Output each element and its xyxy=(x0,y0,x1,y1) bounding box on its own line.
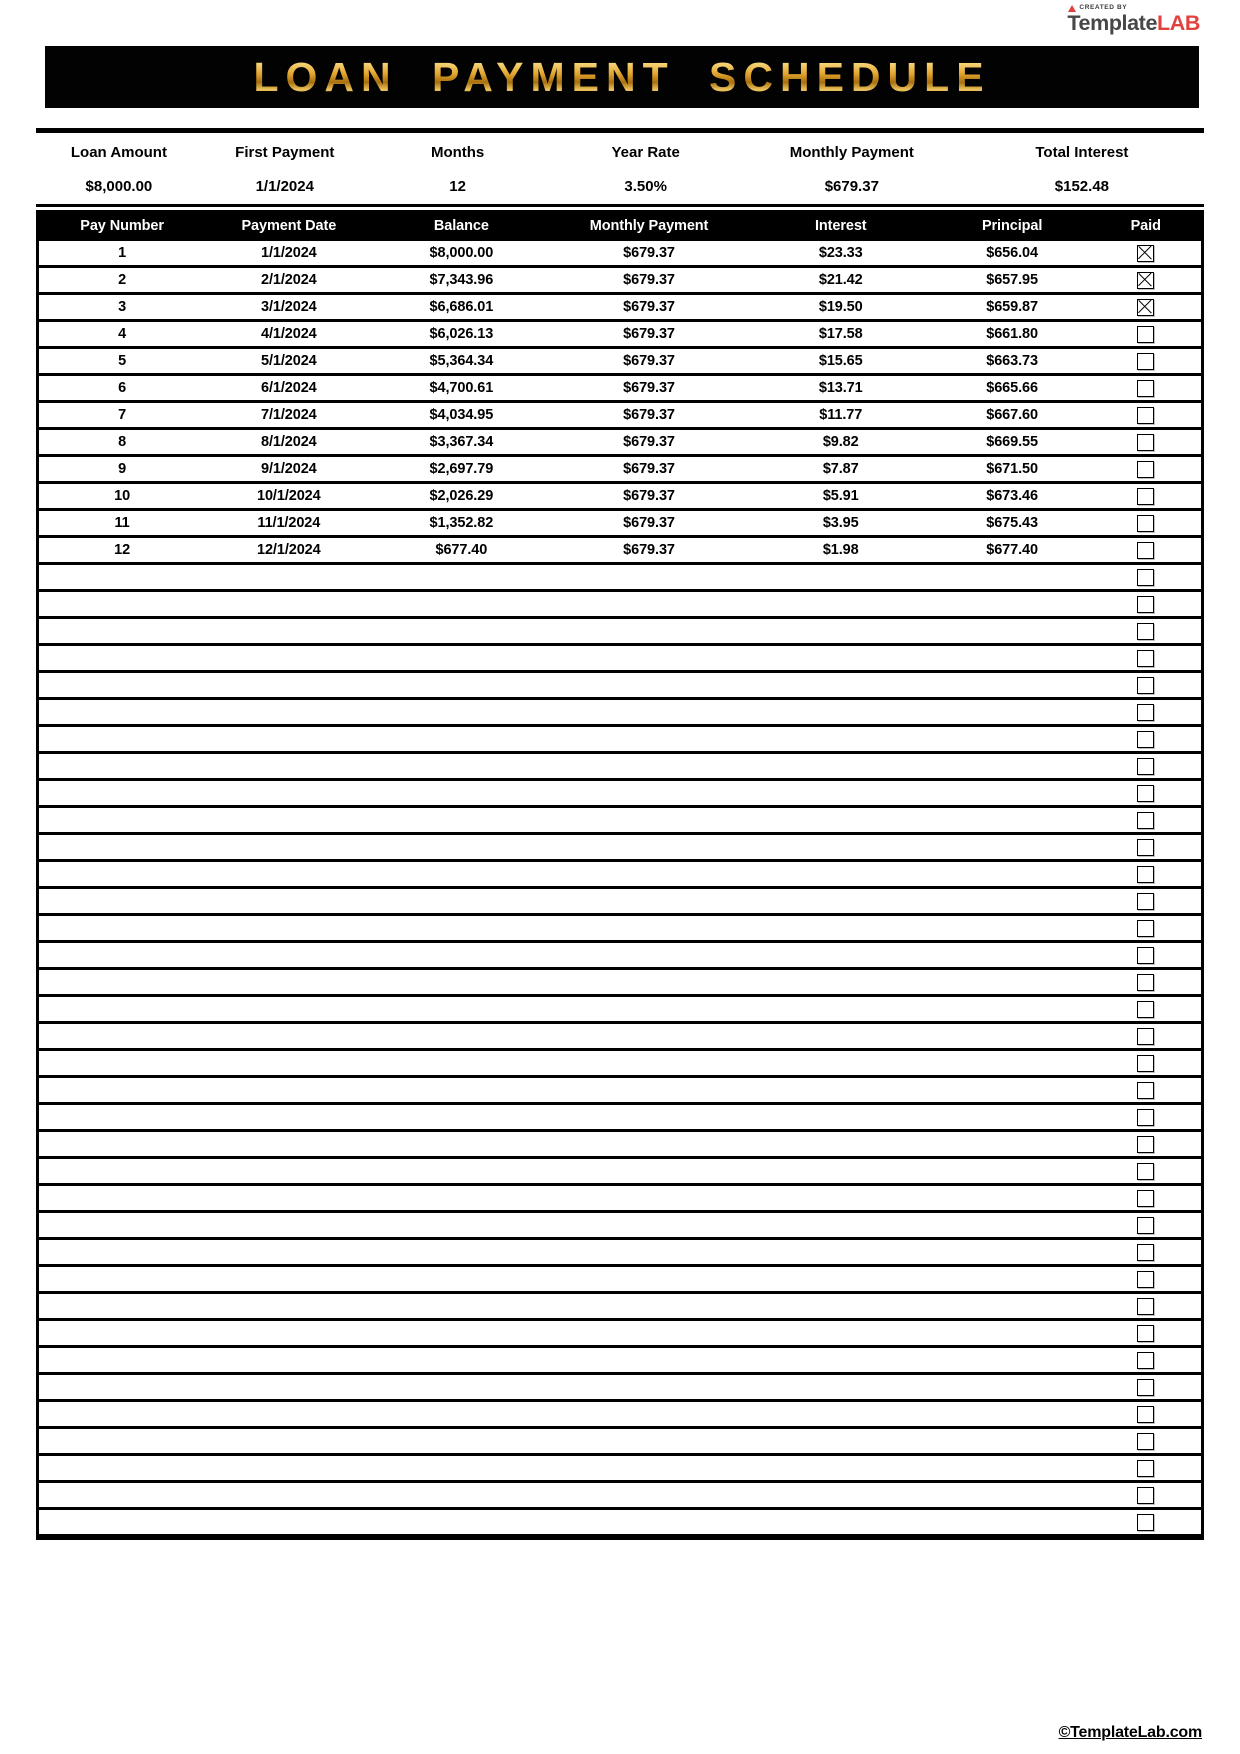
empty-table-row xyxy=(39,1456,1201,1483)
summary-value-year-rate: 3.50% xyxy=(624,178,667,195)
paid-checkbox[interactable] xyxy=(1137,920,1154,937)
cell-payment-date: 3/1/2024 xyxy=(260,299,317,315)
cell-interest: $13.71 xyxy=(818,380,863,396)
paid-checkbox[interactable] xyxy=(1137,785,1154,802)
cell-monthly-payment: $679.37 xyxy=(623,434,675,450)
table-row xyxy=(39,268,1201,295)
paid-checkbox[interactable] xyxy=(1137,353,1154,370)
cell-balance: $677.40 xyxy=(435,542,488,558)
paid-checkbox[interactable] xyxy=(1137,758,1154,775)
cell-payment-date: 4/1/2024 xyxy=(260,326,317,342)
cell-payment-date: 6/1/2024 xyxy=(260,380,317,396)
paid-checkbox[interactable] xyxy=(1137,245,1154,262)
paid-checkbox[interactable] xyxy=(1137,812,1154,829)
paid-checkbox[interactable] xyxy=(1137,1271,1154,1288)
cell-balance: $8,000.00 xyxy=(429,245,494,261)
table-row xyxy=(39,511,1201,538)
brand-lab-text: LAB xyxy=(1157,11,1200,35)
cell-principal: $657.95 xyxy=(986,272,1038,288)
cell-balance: $7,343.96 xyxy=(429,272,494,288)
summary-label-total-interest: Total Interest xyxy=(1035,144,1129,161)
summary-label-monthly-payment: Monthly Payment xyxy=(789,144,914,161)
empty-table-row xyxy=(39,808,1201,835)
col-header-monthly-payment: Monthly Payment xyxy=(589,217,709,234)
cell-payment-date: 12/1/2024 xyxy=(257,542,321,558)
cell-paid xyxy=(1091,434,1201,451)
cell-interest: $1.98 xyxy=(822,542,859,558)
empty-table-row xyxy=(39,646,1201,673)
cell-principal: $671.50 xyxy=(986,461,1038,477)
cell-principal: $677.40 xyxy=(986,542,1038,558)
cell-principal: $661.80 xyxy=(986,326,1038,342)
cell-balance: $6,686.01 xyxy=(429,299,494,315)
cell-principal: $659.87 xyxy=(986,299,1038,315)
empty-table-row xyxy=(39,889,1201,916)
empty-table-row xyxy=(39,862,1201,889)
cell-monthly-payment: $679.37 xyxy=(623,299,675,315)
cell-balance: $3,367.34 xyxy=(429,434,494,450)
cell-interest: $19.50 xyxy=(818,299,863,315)
paid-checkbox[interactable] xyxy=(1137,542,1154,559)
paid-checkbox[interactable] xyxy=(1137,650,1154,667)
paid-checkbox[interactable] xyxy=(1137,1514,1154,1531)
cell-payment-date: 11/1/2024 xyxy=(257,515,321,531)
summary-value-first-payment: 1/1/2024 xyxy=(255,178,314,195)
empty-table-row xyxy=(39,1132,1201,1159)
empty-table-row xyxy=(39,943,1201,970)
table-row xyxy=(39,538,1201,565)
cell-pay-number: 8 xyxy=(118,434,127,450)
empty-table-row xyxy=(39,619,1201,646)
paid-checkbox[interactable] xyxy=(1137,1487,1154,1504)
cell-paid xyxy=(1091,245,1201,262)
paid-checkbox[interactable] xyxy=(1137,569,1154,586)
cell-pay-number: 11 xyxy=(114,515,130,531)
cell-interest: $17.58 xyxy=(818,326,863,342)
empty-table-row xyxy=(39,970,1201,997)
empty-table-row xyxy=(39,1105,1201,1132)
paid-checkbox[interactable] xyxy=(1137,299,1154,316)
cell-principal: $663.73 xyxy=(986,353,1038,369)
cell-pay-number: 7 xyxy=(118,407,127,423)
empty-table-row xyxy=(39,673,1201,700)
paid-checkbox[interactable] xyxy=(1137,974,1154,991)
cell-monthly-payment: $679.37 xyxy=(623,272,675,288)
paid-checkbox[interactable] xyxy=(1137,704,1154,721)
paid-checkbox[interactable] xyxy=(1137,434,1154,451)
table-row xyxy=(39,484,1201,511)
empty-table-row xyxy=(39,754,1201,781)
cell-principal: $665.66 xyxy=(986,380,1038,396)
cell-pay-number: 3 xyxy=(118,299,127,315)
cell-paid xyxy=(1091,272,1201,289)
paid-checkbox[interactable] xyxy=(1137,1433,1154,1450)
col-header-payment-date: Payment Date xyxy=(241,217,337,234)
table-row xyxy=(39,457,1201,484)
paid-checkbox[interactable] xyxy=(1137,1028,1154,1045)
cell-interest: $7.87 xyxy=(822,461,859,477)
paid-checkbox[interactable] xyxy=(1137,326,1154,343)
cell-monthly-payment: $679.37 xyxy=(623,245,675,261)
empty-table-row xyxy=(39,727,1201,754)
empty-table-row xyxy=(39,1348,1201,1375)
empty-table-row xyxy=(39,1483,1201,1510)
cell-monthly-payment: $679.37 xyxy=(623,407,675,423)
empty-table-row xyxy=(39,592,1201,619)
empty-table-row xyxy=(39,1159,1201,1186)
paid-checkbox[interactable] xyxy=(1137,596,1154,613)
paid-checkbox[interactable] xyxy=(1137,380,1154,397)
cell-principal: $673.46 xyxy=(986,488,1038,504)
cell-balance: $1,352.82 xyxy=(429,515,494,531)
cell-balance: $5,364.34 xyxy=(429,353,494,369)
cell-pay-number: 5 xyxy=(118,353,127,369)
payment-schedule-table xyxy=(36,210,1204,1540)
col-header-interest: Interest xyxy=(814,217,867,234)
paid-checkbox[interactable] xyxy=(1137,1352,1154,1369)
paid-checkbox[interactable] xyxy=(1137,1163,1154,1180)
cell-principal: $669.55 xyxy=(986,434,1038,450)
cell-balance: $4,034.95 xyxy=(429,407,494,423)
paid-checkbox[interactable] xyxy=(1137,1379,1154,1396)
table-row xyxy=(39,295,1201,322)
paid-checkbox[interactable] xyxy=(1137,1082,1154,1099)
empty-table-row xyxy=(39,1051,1201,1078)
summary-value-total-interest: $152.48 xyxy=(1054,178,1110,195)
summary-labels-row xyxy=(36,144,1204,161)
paid-checkbox[interactable] xyxy=(1137,1460,1154,1477)
empty-table-row xyxy=(39,916,1201,943)
cell-pay-number: 1 xyxy=(118,245,127,261)
paid-checkbox[interactable] xyxy=(1137,677,1154,694)
summary-label-months: Months xyxy=(430,144,485,161)
cell-monthly-payment: $679.37 xyxy=(623,326,675,342)
paid-checkbox[interactable] xyxy=(1137,272,1154,289)
cell-pay-number: 10 xyxy=(114,488,131,504)
table-row xyxy=(39,430,1201,457)
paid-checkbox[interactable] xyxy=(1137,1244,1154,1261)
cell-paid xyxy=(1091,542,1201,559)
page-footer xyxy=(1059,1724,1202,1742)
empty-table-row xyxy=(39,1375,1201,1402)
paid-checkbox[interactable] xyxy=(1137,1406,1154,1423)
cell-pay-number: 6 xyxy=(118,380,127,396)
cell-interest: $5.91 xyxy=(822,488,859,504)
cell-paid xyxy=(1091,299,1201,316)
empty-table-row xyxy=(39,565,1201,592)
cell-payment-date: 1/1/2024 xyxy=(260,245,317,261)
table-row xyxy=(39,376,1201,403)
paid-checkbox[interactable] xyxy=(1137,893,1154,910)
cell-monthly-payment: $679.37 xyxy=(623,515,675,531)
logo-brand xyxy=(1067,13,1200,35)
templatelab-footer-link[interactable]: ©TemplateLab.com xyxy=(1058,1724,1202,1741)
cell-paid xyxy=(1091,326,1201,343)
cell-monthly-payment: $679.37 xyxy=(623,353,675,369)
paid-checkbox[interactable] xyxy=(1137,839,1154,856)
summary-value-monthly-payment: $679.37 xyxy=(824,178,879,195)
cell-balance: $2,697.79 xyxy=(429,461,494,477)
paid-checkbox[interactable] xyxy=(1137,947,1154,964)
paid-checkbox[interactable] xyxy=(1137,731,1154,748)
cell-paid xyxy=(1091,461,1201,478)
cell-pay-number: 12 xyxy=(114,542,131,558)
loan-summary xyxy=(36,128,1204,207)
table-row xyxy=(39,403,1201,430)
cell-balance: $6,026.13 xyxy=(429,326,494,342)
summary-label-first-payment: First Payment xyxy=(235,144,335,161)
cell-principal: $675.43 xyxy=(986,515,1038,531)
cell-payment-date: 2/1/2024 xyxy=(260,272,317,288)
paid-checkbox[interactable] xyxy=(1137,407,1154,424)
title-banner xyxy=(45,46,1199,108)
paid-checkbox[interactable] xyxy=(1137,866,1154,883)
created-by-label: CREATED BY xyxy=(1079,4,1128,12)
cell-interest: $21.42 xyxy=(818,272,863,288)
cell-balance: $4,700.61 xyxy=(429,380,494,396)
cell-monthly-payment: $679.37 xyxy=(623,461,675,477)
cell-paid xyxy=(1091,380,1201,397)
empty-table-row xyxy=(39,997,1201,1024)
cell-paid xyxy=(1091,407,1201,424)
empty-table-row xyxy=(39,1402,1201,1429)
empty-table-row xyxy=(39,1186,1201,1213)
paid-checkbox[interactable] xyxy=(1137,1325,1154,1342)
cell-interest: $3.95 xyxy=(822,515,859,531)
summary-value-months: 12 xyxy=(449,178,466,195)
cell-interest: $11.77 xyxy=(819,407,863,423)
col-header-balance: Balance xyxy=(433,217,489,234)
cell-paid xyxy=(1091,515,1201,532)
cell-paid xyxy=(1091,353,1201,370)
empty-table-row xyxy=(39,781,1201,808)
cell-interest: $23.33 xyxy=(818,245,863,261)
cell-pay-number: 9 xyxy=(118,461,127,477)
cell-interest: $15.65 xyxy=(818,353,863,369)
empty-table-row xyxy=(39,1294,1201,1321)
paid-checkbox[interactable] xyxy=(1137,1001,1154,1018)
cell-principal: $656.04 xyxy=(986,245,1038,261)
table-row xyxy=(39,349,1201,376)
empty-table-row xyxy=(39,1429,1201,1456)
schedule-body xyxy=(39,241,1201,1537)
empty-table-row xyxy=(39,1240,1201,1267)
empty-table-row xyxy=(39,1510,1201,1537)
paid-checkbox[interactable] xyxy=(1137,488,1154,505)
paid-checkbox[interactable] xyxy=(1137,1190,1154,1207)
brand-template-text: Template xyxy=(1067,11,1157,35)
summary-value-loan-amount: $8,000.00 xyxy=(85,178,153,195)
col-header-principal: Principal xyxy=(981,217,1043,234)
cell-monthly-payment: $679.37 xyxy=(623,488,675,504)
page-title: LOAN PAYMENT SCHEDULE xyxy=(253,53,991,100)
cell-balance: $2,026.29 xyxy=(429,488,494,504)
cell-pay-number: 4 xyxy=(118,326,127,342)
col-header-pay-number: Pay Number xyxy=(80,217,164,234)
col-header-paid: Paid xyxy=(1130,217,1161,234)
summary-label-year-rate: Year Rate xyxy=(611,144,680,161)
cell-principal: $667.60 xyxy=(986,407,1038,423)
paid-checkbox[interactable] xyxy=(1137,1109,1154,1126)
cell-interest: $9.82 xyxy=(822,434,859,450)
cell-payment-date: 9/1/2024 xyxy=(260,461,317,477)
paid-checkbox[interactable] xyxy=(1137,515,1154,532)
cell-payment-date: 5/1/2024 xyxy=(260,353,317,369)
summary-values-row xyxy=(36,178,1204,195)
empty-table-row xyxy=(39,1213,1201,1240)
empty-table-row xyxy=(39,700,1201,727)
cell-payment-date: 10/1/2024 xyxy=(257,488,321,504)
cell-monthly-payment: $679.37 xyxy=(623,542,675,558)
empty-table-row xyxy=(39,1321,1201,1348)
cell-payment-date: 8/1/2024 xyxy=(260,434,317,450)
cell-paid xyxy=(1091,488,1201,505)
paid-checkbox[interactable] xyxy=(1137,623,1154,640)
table-row xyxy=(39,241,1201,268)
table-row xyxy=(39,322,1201,349)
cell-payment-date: 7/1/2024 xyxy=(260,407,317,423)
paid-checkbox[interactable] xyxy=(1137,461,1154,478)
schedule-header-row xyxy=(39,210,1201,241)
empty-table-row xyxy=(39,1267,1201,1294)
summary-label-loan-amount: Loan Amount xyxy=(70,144,167,161)
paid-checkbox[interactable] xyxy=(1137,1055,1154,1072)
empty-table-row xyxy=(39,1024,1201,1051)
paid-checkbox[interactable] xyxy=(1137,1298,1154,1315)
paid-checkbox[interactable] xyxy=(1137,1217,1154,1234)
cell-monthly-payment: $679.37 xyxy=(623,380,675,396)
templatelab-logo xyxy=(1067,5,1200,35)
empty-table-row xyxy=(39,835,1201,862)
empty-table-row xyxy=(39,1078,1201,1105)
paid-checkbox[interactable] xyxy=(1137,1136,1154,1153)
cell-pay-number: 2 xyxy=(118,272,127,288)
